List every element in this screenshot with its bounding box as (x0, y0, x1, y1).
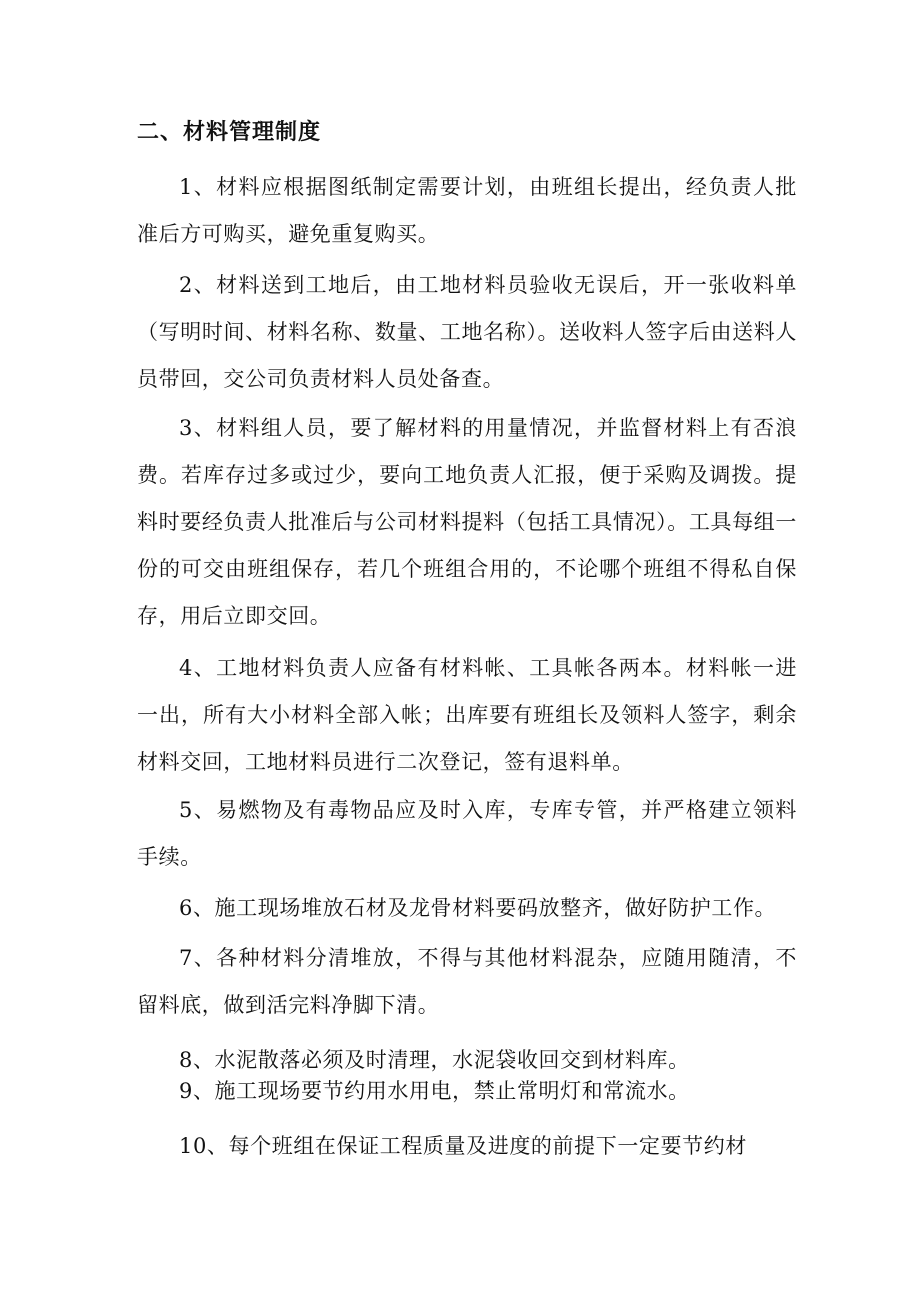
paragraph-7: 7、各种材料分清堆放，不得与其他材料混杂，应随用随清，不留料底，做到活完料净脚下清。 (137, 946, 797, 1017)
paragraph-8: 8、水泥散落必须及时清理，水泥袋收回交到材料库。 (179, 1048, 690, 1072)
paragraph-9: 9、施工现场要节约用水用电，禁止常明灯和常流水。 (179, 1079, 690, 1103)
paragraph-2: 2、材料送到工地后，由工地材料员验收无误后，开一张收料单（写明时间、材料名称、数量、工地名称）。送收料人签字后由送料人员带回，交公司负责材料人员处备查。 (137, 273, 797, 391)
paragraph-3: 3、材料组人员，要了解材料的用量情况，并监督材料上有否浪费。若库存过多或过少，要向工地负责人汇报，便于采购及调拨。提料时要经负责人批准后与公司材料提料（包括工具情况）。工具每组一份的可交由班组保存，若几个班组合用的，不论哪个班组不得私自保存，用后立即交回。 (137, 416, 797, 628)
paragraph-1: 1、材料应根据图纸制定需要计划，由班组长提出，经负责人批准后方可购买，避免重复购买。 (137, 175, 797, 246)
paragraph-6: 6、施工现场堆放石材及龙骨材料要码放整齐，做好防护工作。 (179, 896, 777, 920)
paragraph-10: 10、每个班组在保证工程质量及进度的前提下一定要节约材 (179, 1134, 747, 1158)
section-title: 二、材料管理制度 (137, 120, 322, 145)
paragraph-4: 4、工地材料负责人应备有材料帐、工具帐各两本。材料帐一进一出，所有大小材料全部入帐；出库要有班组长及领料人签字，剩余材料交回，工地材料员进行二次登记，签有退料单。 (137, 656, 797, 774)
paragraph-5: 5、易燃物及有毒物品应及时入库，专库专管，并严格建立领料手续。 (137, 798, 797, 869)
